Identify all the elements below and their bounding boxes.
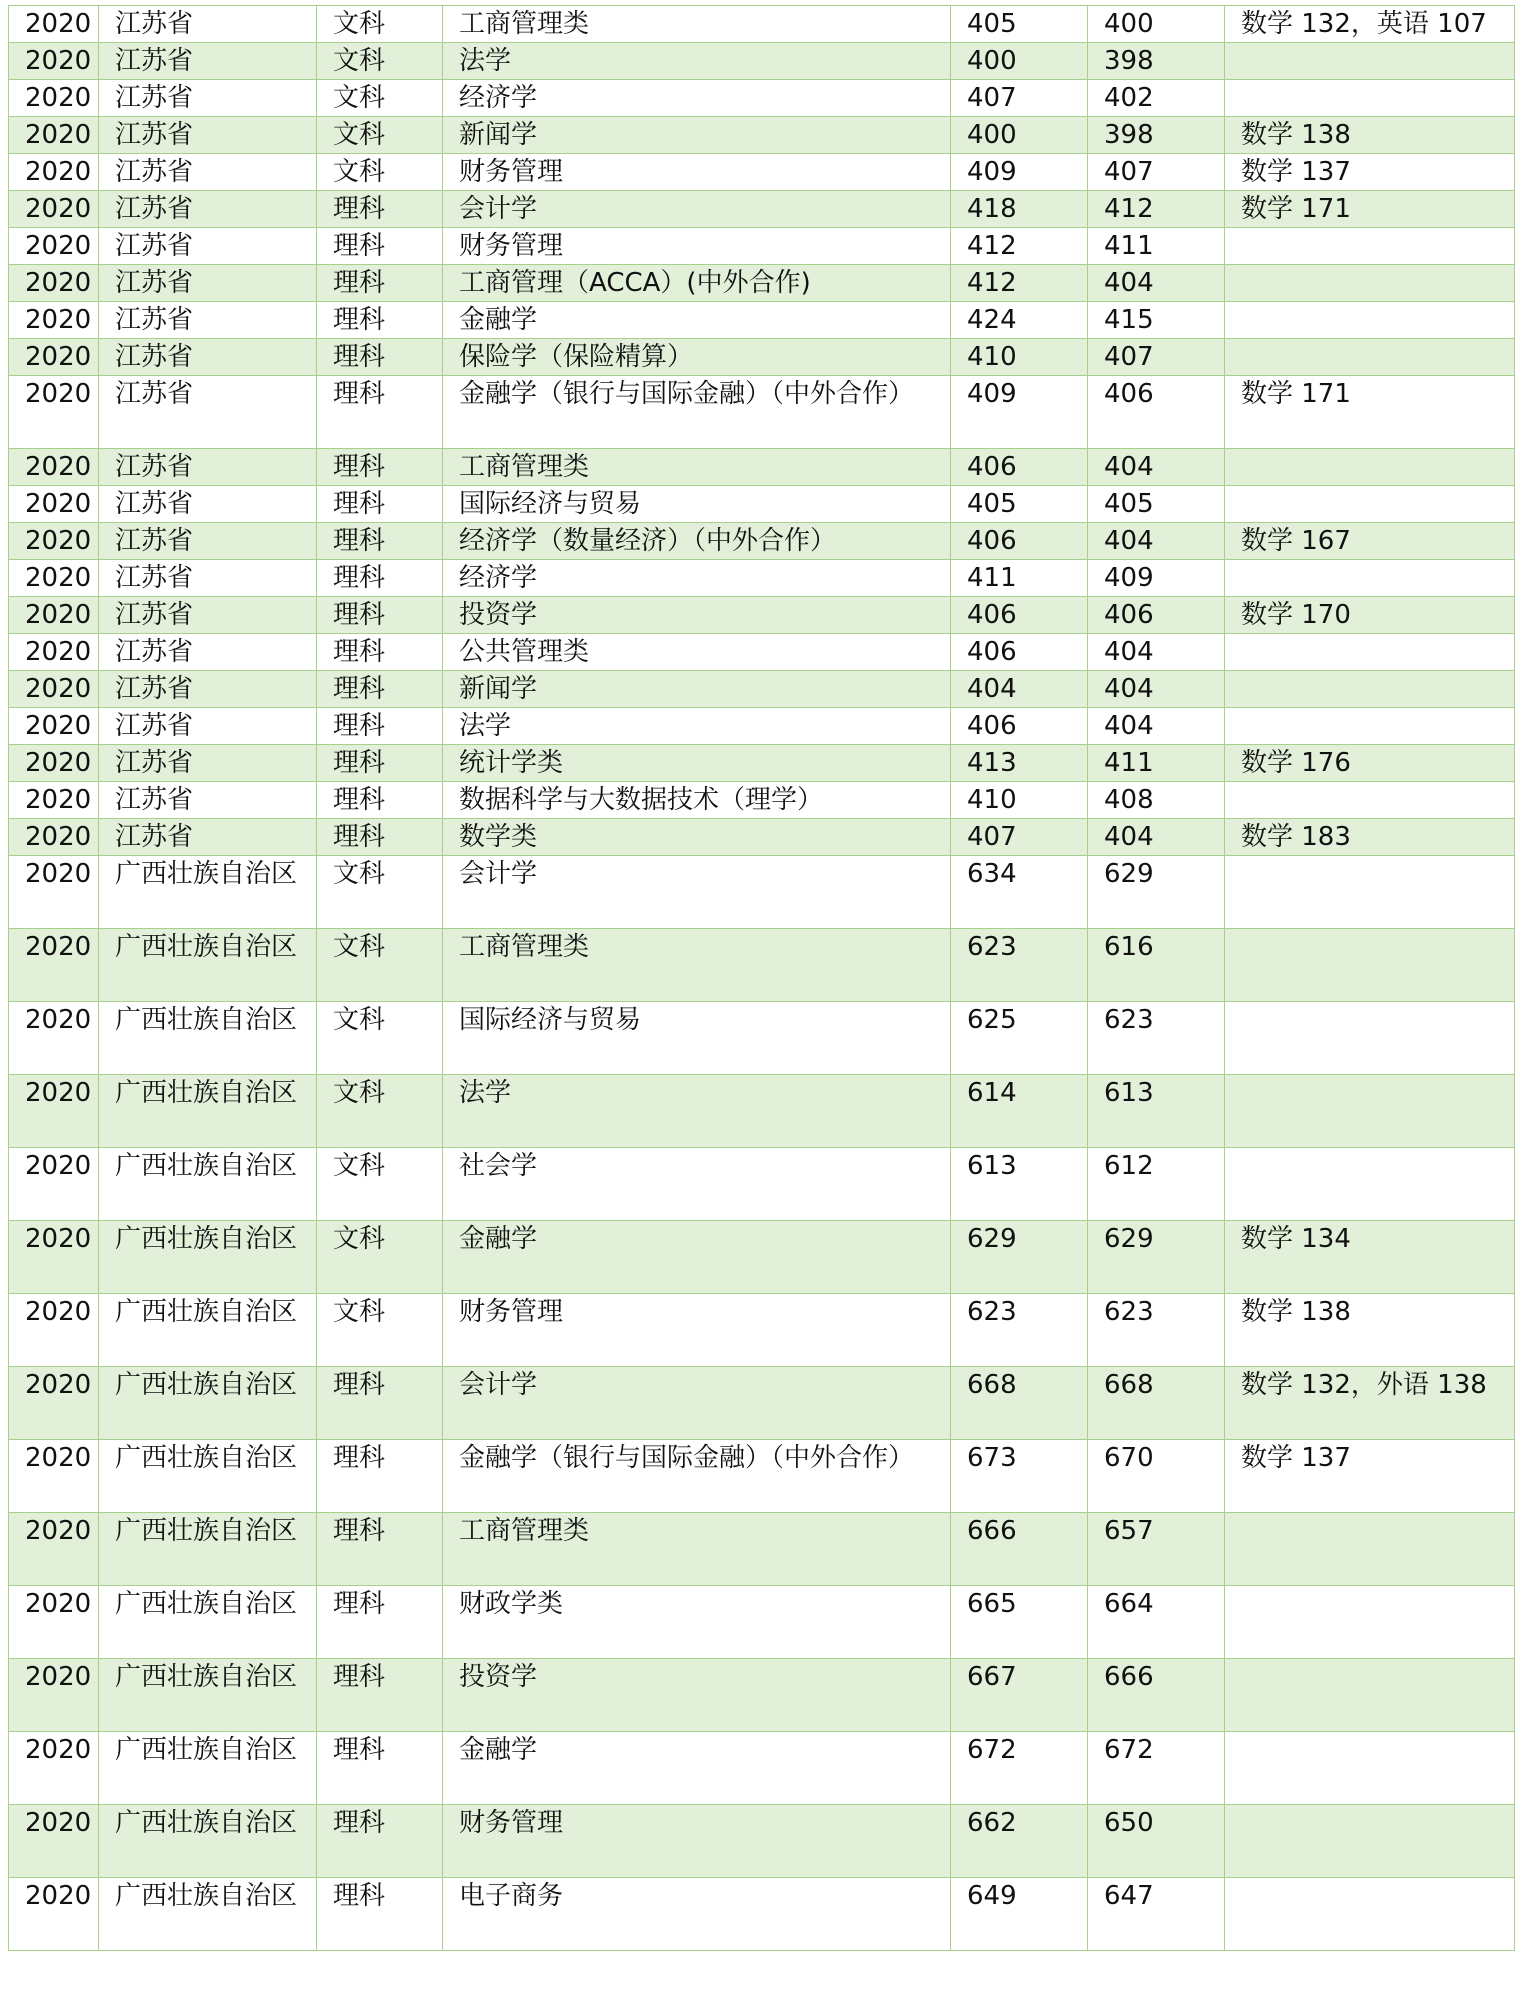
note-cell (1225, 782, 1515, 819)
note-cell: 数学 183 (1225, 819, 1515, 856)
note-cell (1225, 1805, 1515, 1878)
max-score-cell: 649 (951, 1878, 1088, 1951)
year-cell: 2020 (9, 6, 99, 43)
year-cell: 2020 (9, 523, 99, 560)
province-cell: 江苏省 (99, 486, 317, 523)
province-cell: 广西壮族自治区 (99, 1586, 317, 1659)
year-cell: 2020 (9, 634, 99, 671)
note-cell (1225, 302, 1515, 339)
min-score-cell: 400 (1088, 6, 1225, 43)
year-cell: 2020 (9, 449, 99, 486)
max-score-cell: 424 (951, 302, 1088, 339)
province-cell: 江苏省 (99, 745, 317, 782)
major-cell: 社会学 (443, 1148, 951, 1221)
subject-cell: 理科 (317, 1440, 443, 1513)
min-score-cell: 670 (1088, 1440, 1225, 1513)
province-cell: 江苏省 (99, 523, 317, 560)
note-cell (1225, 1513, 1515, 1586)
province-cell: 江苏省 (99, 560, 317, 597)
year-cell: 2020 (9, 819, 99, 856)
table-row (9, 1513, 1515, 1586)
year-cell: 2020 (9, 302, 99, 339)
province-cell: 江苏省 (99, 597, 317, 634)
major-cell: 经济学 (443, 560, 951, 597)
province-cell: 广西壮族自治区 (99, 1513, 317, 1586)
year-cell: 2020 (9, 745, 99, 782)
min-score-cell: 406 (1088, 376, 1225, 449)
subject-cell: 文科 (317, 6, 443, 43)
max-score-cell: 405 (951, 486, 1088, 523)
min-score-cell: 629 (1088, 856, 1225, 929)
subject-cell: 理科 (317, 191, 443, 228)
province-cell: 江苏省 (99, 80, 317, 117)
min-score-cell: 650 (1088, 1805, 1225, 1878)
subject-cell: 文科 (317, 856, 443, 929)
subject-cell: 理科 (317, 376, 443, 449)
max-score-cell: 412 (951, 265, 1088, 302)
table-row (9, 117, 1515, 154)
major-cell: 工商管理类 (443, 1513, 951, 1586)
province-cell: 江苏省 (99, 117, 317, 154)
table-row (9, 1002, 1515, 1075)
table-row (9, 560, 1515, 597)
note-cell (1225, 449, 1515, 486)
note-cell (1225, 228, 1515, 265)
note-cell: 数学 171 (1225, 191, 1515, 228)
min-score-cell: 402 (1088, 80, 1225, 117)
major-cell: 统计学类 (443, 745, 951, 782)
note-cell (1225, 339, 1515, 376)
table-row (9, 376, 1515, 449)
min-score-cell: 629 (1088, 1221, 1225, 1294)
subject-cell: 理科 (317, 819, 443, 856)
min-score-cell: 412 (1088, 191, 1225, 228)
year-cell: 2020 (9, 856, 99, 929)
province-cell: 江苏省 (99, 6, 317, 43)
max-score-cell: 625 (951, 1002, 1088, 1075)
major-cell: 经济学（数量经济）（中外合作） (443, 523, 951, 560)
max-score-cell: 413 (951, 745, 1088, 782)
max-score-cell: 629 (951, 1221, 1088, 1294)
max-score-cell: 412 (951, 228, 1088, 265)
note-cell (1225, 1148, 1515, 1221)
province-cell: 江苏省 (99, 228, 317, 265)
major-cell: 金融学 (443, 1732, 951, 1805)
table-row (9, 523, 1515, 560)
max-score-cell: 418 (951, 191, 1088, 228)
min-score-cell: 411 (1088, 228, 1225, 265)
major-cell: 财务管理 (443, 154, 951, 191)
province-cell: 江苏省 (99, 819, 317, 856)
year-cell: 2020 (9, 376, 99, 449)
subject-cell: 理科 (317, 671, 443, 708)
province-cell: 江苏省 (99, 634, 317, 671)
max-score-cell: 404 (951, 671, 1088, 708)
min-score-cell: 404 (1088, 634, 1225, 671)
max-score-cell: 614 (951, 1075, 1088, 1148)
table-row (9, 1148, 1515, 1221)
table-row (9, 339, 1515, 376)
max-score-cell: 407 (951, 819, 1088, 856)
province-cell: 广西壮族自治区 (99, 1367, 317, 1440)
table-row (9, 6, 1515, 43)
subject-cell: 理科 (317, 1659, 443, 1732)
table-row (9, 43, 1515, 80)
max-score-cell: 409 (951, 154, 1088, 191)
major-cell: 财政学类 (443, 1586, 951, 1659)
province-cell: 广西壮族自治区 (99, 1221, 317, 1294)
subject-cell: 理科 (317, 1878, 443, 1951)
major-cell: 法学 (443, 1075, 951, 1148)
province-cell: 广西壮族自治区 (99, 1148, 317, 1221)
max-score-cell: 623 (951, 1294, 1088, 1367)
subject-cell: 理科 (317, 302, 443, 339)
note-cell (1225, 671, 1515, 708)
table-row (9, 1440, 1515, 1513)
major-cell: 工商管理类 (443, 929, 951, 1002)
year-cell: 2020 (9, 1805, 99, 1878)
note-cell (1225, 43, 1515, 80)
table-row (9, 856, 1515, 929)
major-cell: 经济学 (443, 80, 951, 117)
major-cell: 工商管理类 (443, 6, 951, 43)
note-cell: 数学 132，外语 138 (1225, 1367, 1515, 1440)
note-cell (1225, 856, 1515, 929)
max-score-cell: 662 (951, 1805, 1088, 1878)
year-cell: 2020 (9, 782, 99, 819)
year-cell: 2020 (9, 1294, 99, 1367)
year-cell: 2020 (9, 43, 99, 80)
table-row (9, 929, 1515, 1002)
major-cell: 财务管理 (443, 1805, 951, 1878)
province-cell: 江苏省 (99, 339, 317, 376)
province-cell: 广西壮族自治区 (99, 1878, 317, 1951)
note-cell (1225, 1732, 1515, 1805)
min-score-cell: 404 (1088, 449, 1225, 486)
note-cell: 数学 170 (1225, 597, 1515, 634)
subject-cell: 理科 (317, 486, 443, 523)
table-row (9, 782, 1515, 819)
subject-cell: 理科 (317, 1732, 443, 1805)
subject-cell: 理科 (317, 523, 443, 560)
min-score-cell: 623 (1088, 1294, 1225, 1367)
province-cell: 广西壮族自治区 (99, 856, 317, 929)
note-cell (1225, 1878, 1515, 1951)
max-score-cell: 613 (951, 1148, 1088, 1221)
min-score-cell: 404 (1088, 819, 1225, 856)
year-cell: 2020 (9, 671, 99, 708)
year-cell: 2020 (9, 1075, 99, 1148)
province-cell: 广西壮族自治区 (99, 1440, 317, 1513)
year-cell: 2020 (9, 265, 99, 302)
subject-cell: 文科 (317, 1221, 443, 1294)
max-score-cell: 406 (951, 634, 1088, 671)
subject-cell: 文科 (317, 43, 443, 80)
min-score-cell: 398 (1088, 117, 1225, 154)
major-cell: 法学 (443, 708, 951, 745)
major-cell: 会计学 (443, 191, 951, 228)
province-cell: 广西壮族自治区 (99, 1002, 317, 1075)
major-cell: 工商管理（ACCA）(中外合作) (443, 265, 951, 302)
major-cell: 投资学 (443, 597, 951, 634)
note-cell: 数学 171 (1225, 376, 1515, 449)
subject-cell: 文科 (317, 1002, 443, 1075)
year-cell: 2020 (9, 1513, 99, 1586)
min-score-cell: 616 (1088, 929, 1225, 1002)
year-cell: 2020 (9, 708, 99, 745)
province-cell: 广西壮族自治区 (99, 1294, 317, 1367)
table-row (9, 597, 1515, 634)
table-row (9, 228, 1515, 265)
note-cell: 数学 137 (1225, 154, 1515, 191)
year-cell: 2020 (9, 1659, 99, 1732)
major-cell: 数学类 (443, 819, 951, 856)
min-score-cell: 623 (1088, 1002, 1225, 1075)
note-cell (1225, 486, 1515, 523)
min-score-cell: 407 (1088, 339, 1225, 376)
major-cell: 金融学 (443, 1221, 951, 1294)
min-score-cell: 415 (1088, 302, 1225, 339)
province-cell: 江苏省 (99, 154, 317, 191)
max-score-cell: 410 (951, 339, 1088, 376)
major-cell: 会计学 (443, 856, 951, 929)
year-cell: 2020 (9, 1221, 99, 1294)
max-score-cell: 409 (951, 376, 1088, 449)
major-cell: 金融学 (443, 302, 951, 339)
major-cell: 新闻学 (443, 671, 951, 708)
table-row (9, 1732, 1515, 1805)
note-cell: 数学 138 (1225, 1294, 1515, 1367)
subject-cell: 文科 (317, 1075, 443, 1148)
subject-cell: 理科 (317, 708, 443, 745)
year-cell: 2020 (9, 1878, 99, 1951)
min-score-cell: 664 (1088, 1586, 1225, 1659)
note-cell (1225, 1659, 1515, 1732)
year-cell: 2020 (9, 1440, 99, 1513)
note-cell (1225, 1002, 1515, 1075)
major-cell: 数据科学与大数据技术（理学） (443, 782, 951, 819)
year-cell: 2020 (9, 560, 99, 597)
table-row (9, 80, 1515, 117)
max-score-cell: 406 (951, 449, 1088, 486)
note-cell: 数学 134 (1225, 1221, 1515, 1294)
subject-cell: 文科 (317, 1294, 443, 1367)
year-cell: 2020 (9, 1732, 99, 1805)
province-cell: 江苏省 (99, 782, 317, 819)
year-cell: 2020 (9, 597, 99, 634)
table-row (9, 1586, 1515, 1659)
note-cell: 数学 167 (1225, 523, 1515, 560)
subject-cell: 理科 (317, 265, 443, 302)
max-score-cell: 672 (951, 1732, 1088, 1805)
min-score-cell: 408 (1088, 782, 1225, 819)
year-cell: 2020 (9, 486, 99, 523)
province-cell: 广西壮族自治区 (99, 1805, 317, 1878)
note-cell (1225, 1075, 1515, 1148)
subject-cell: 理科 (317, 1367, 443, 1440)
year-cell: 2020 (9, 80, 99, 117)
year-cell: 2020 (9, 1586, 99, 1659)
major-cell: 工商管理类 (443, 449, 951, 486)
min-score-cell: 647 (1088, 1878, 1225, 1951)
min-score-cell: 398 (1088, 43, 1225, 80)
table-row (9, 708, 1515, 745)
year-cell: 2020 (9, 1148, 99, 1221)
province-cell: 广西壮族自治区 (99, 929, 317, 1002)
major-cell: 国际经济与贸易 (443, 486, 951, 523)
max-score-cell: 665 (951, 1586, 1088, 1659)
note-cell (1225, 80, 1515, 117)
max-score-cell: 634 (951, 856, 1088, 929)
major-cell: 新闻学 (443, 117, 951, 154)
max-score-cell: 623 (951, 929, 1088, 1002)
min-score-cell: 668 (1088, 1367, 1225, 1440)
province-cell: 广西壮族自治区 (99, 1659, 317, 1732)
table-row (9, 1805, 1515, 1878)
subject-cell: 理科 (317, 634, 443, 671)
year-cell: 2020 (9, 154, 99, 191)
min-score-cell: 404 (1088, 708, 1225, 745)
subject-cell: 文科 (317, 80, 443, 117)
max-score-cell: 411 (951, 560, 1088, 597)
min-score-cell: 613 (1088, 1075, 1225, 1148)
table-row (9, 1294, 1515, 1367)
subject-cell: 文科 (317, 929, 443, 1002)
max-score-cell: 673 (951, 1440, 1088, 1513)
max-score-cell: 406 (951, 597, 1088, 634)
province-cell: 江苏省 (99, 302, 317, 339)
province-cell: 江苏省 (99, 708, 317, 745)
note-cell (1225, 265, 1515, 302)
province-cell: 广西壮族自治区 (99, 1075, 317, 1148)
subject-cell: 文科 (317, 154, 443, 191)
subject-cell: 理科 (317, 1586, 443, 1659)
subject-cell: 理科 (317, 782, 443, 819)
min-score-cell: 411 (1088, 745, 1225, 782)
note-cell: 数学 176 (1225, 745, 1515, 782)
note-cell: 数学 138 (1225, 117, 1515, 154)
major-cell: 投资学 (443, 1659, 951, 1732)
max-score-cell: 410 (951, 782, 1088, 819)
table-row (9, 1659, 1515, 1732)
major-cell: 金融学（银行与国际金融）（中外合作） (443, 1440, 951, 1513)
min-score-cell: 407 (1088, 154, 1225, 191)
min-score-cell: 404 (1088, 671, 1225, 708)
year-cell: 2020 (9, 228, 99, 265)
max-score-cell: 400 (951, 43, 1088, 80)
max-score-cell: 405 (951, 6, 1088, 43)
table-row (9, 302, 1515, 339)
subject-cell: 文科 (317, 1148, 443, 1221)
table-row (9, 1075, 1515, 1148)
min-score-cell: 657 (1088, 1513, 1225, 1586)
major-cell: 财务管理 (443, 228, 951, 265)
min-score-cell: 405 (1088, 486, 1225, 523)
table-row (9, 1221, 1515, 1294)
note-cell: 数学 137 (1225, 1440, 1515, 1513)
province-cell: 江苏省 (99, 376, 317, 449)
province-cell: 江苏省 (99, 265, 317, 302)
note-cell (1225, 708, 1515, 745)
subject-cell: 理科 (317, 560, 443, 597)
major-cell: 金融学（银行与国际金融）（中外合作） (443, 376, 951, 449)
subject-cell: 文科 (317, 117, 443, 154)
max-score-cell: 667 (951, 1659, 1088, 1732)
table-row (9, 1367, 1515, 1440)
subject-cell: 理科 (317, 339, 443, 376)
note-cell (1225, 634, 1515, 671)
min-score-cell: 666 (1088, 1659, 1225, 1732)
province-cell: 江苏省 (99, 449, 317, 486)
year-cell: 2020 (9, 1367, 99, 1440)
major-cell: 公共管理类 (443, 634, 951, 671)
admission-score-table (8, 5, 1515, 1951)
table-row (9, 486, 1515, 523)
table-row (9, 265, 1515, 302)
max-score-cell: 406 (951, 708, 1088, 745)
major-cell: 国际经济与贸易 (443, 1002, 951, 1075)
min-score-cell: 404 (1088, 523, 1225, 560)
subject-cell: 理科 (317, 228, 443, 265)
max-score-cell: 666 (951, 1513, 1088, 1586)
province-cell: 江苏省 (99, 43, 317, 80)
table-row (9, 671, 1515, 708)
subject-cell: 理科 (317, 597, 443, 634)
max-score-cell: 406 (951, 523, 1088, 560)
table-row (9, 191, 1515, 228)
year-cell: 2020 (9, 339, 99, 376)
subject-cell: 理科 (317, 449, 443, 486)
note-cell (1225, 929, 1515, 1002)
table-row (9, 745, 1515, 782)
major-cell: 法学 (443, 43, 951, 80)
subject-cell: 理科 (317, 1513, 443, 1586)
major-cell: 财务管理 (443, 1294, 951, 1367)
year-cell: 2020 (9, 117, 99, 154)
min-score-cell: 409 (1088, 560, 1225, 597)
year-cell: 2020 (9, 191, 99, 228)
max-score-cell: 668 (951, 1367, 1088, 1440)
table-row (9, 819, 1515, 856)
major-cell: 会计学 (443, 1367, 951, 1440)
year-cell: 2020 (9, 1002, 99, 1075)
table-body (9, 6, 1515, 1951)
subject-cell: 理科 (317, 1805, 443, 1878)
min-score-cell: 406 (1088, 597, 1225, 634)
table-row (9, 634, 1515, 671)
table-row (9, 449, 1515, 486)
max-score-cell: 400 (951, 117, 1088, 154)
subject-cell: 理科 (317, 745, 443, 782)
province-cell: 广西壮族自治区 (99, 1732, 317, 1805)
note-cell (1225, 1586, 1515, 1659)
min-score-cell: 672 (1088, 1732, 1225, 1805)
note-cell (1225, 560, 1515, 597)
province-cell: 江苏省 (99, 191, 317, 228)
min-score-cell: 612 (1088, 1148, 1225, 1221)
table-row (9, 1878, 1515, 1951)
max-score-cell: 407 (951, 80, 1088, 117)
year-cell: 2020 (9, 929, 99, 1002)
min-score-cell: 404 (1088, 265, 1225, 302)
table-row (9, 154, 1515, 191)
note-cell: 数学 132，英语 107 (1225, 6, 1515, 43)
province-cell: 江苏省 (99, 671, 317, 708)
major-cell: 电子商务 (443, 1878, 951, 1951)
major-cell: 保险学（保险精算） (443, 339, 951, 376)
